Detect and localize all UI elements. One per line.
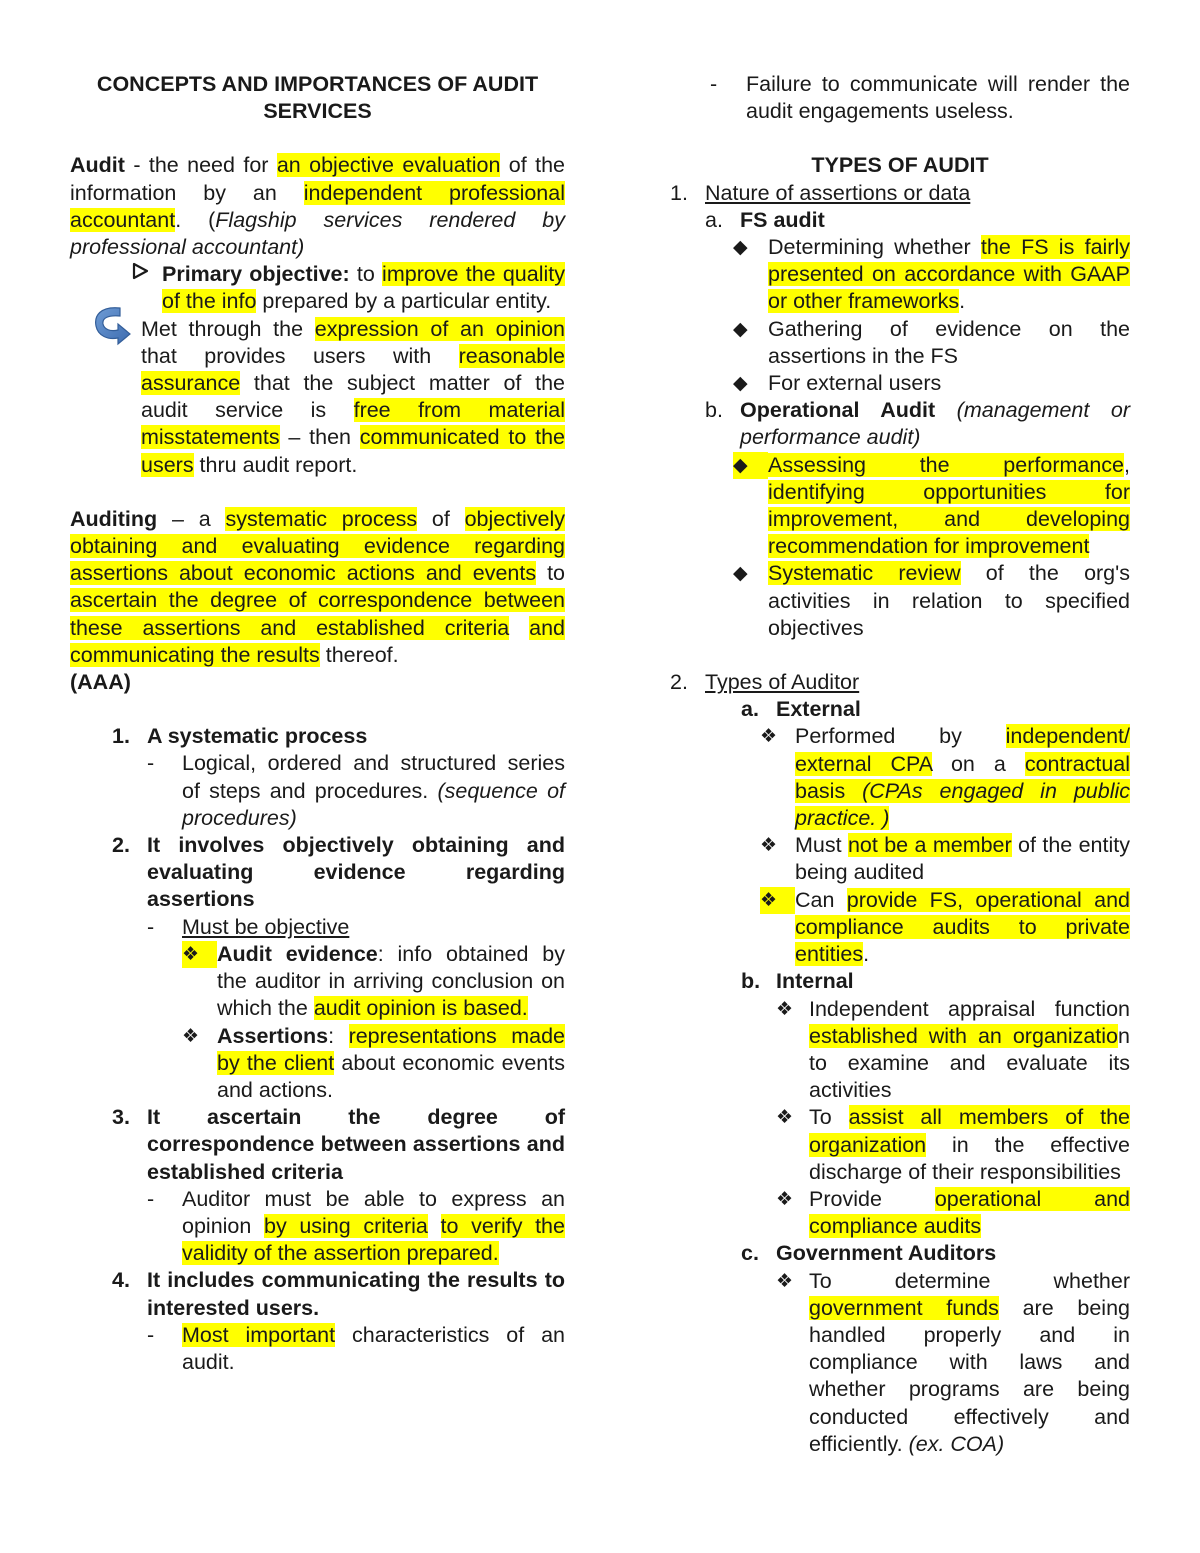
four-diamond-bullet-icon: ❖ [776, 1106, 794, 1129]
four-diamond-bullet-icon: ❖ [776, 997, 794, 1020]
list-item-3-detail: - Auditor must be able to express an opinion by using criteria to verify the validity of the assertion prepared. [147, 1186, 565, 1266]
four-diamond-bullet-icon: ❖ [760, 725, 778, 748]
list-item-1-detail: - Logical, ordered and structured series of steps and procedures. (sequence of procedures) [147, 751, 566, 830]
right-column [670, 71, 1130, 1458]
list-item-3-title: 3. It ascertain the degree of correspondence between assertions and established criteria [112, 1105, 565, 1184]
four-diamond-bullet-icon: ❖ [182, 1024, 200, 1047]
external-bullet-1: ❖ Performed by independent/ external CPA on a contractual basis (CPAs engaged in public practice. ) [760, 724, 1131, 831]
failure-note: - Failure to communicate will render the audit engagements useless. [710, 72, 1130, 124]
primary-objective: Primary objective: to improve the quality of the info prepared by a particular entity. [70, 261, 565, 315]
internal-bullet-3: ❖ Provide operational and compliance audits [776, 1186, 1131, 1239]
audit-definition: Audit - the need for an objective evaluation of the information by an independent professional accountant. (Flagship services rendered by professional accountant) [70, 153, 565, 260]
external-heading: a. External [741, 697, 861, 722]
assertions-bullet: ❖ Assertions: representations made by the client about economic events and actions. [182, 1023, 565, 1102]
section-2-heading: 2. Types of Auditor [670, 670, 860, 695]
diamond-bullet-icon: ◆ [733, 562, 748, 585]
list-item-4-title: 4. It includes communicating the results to interested users. [112, 1268, 565, 1320]
internal-bullet-1: ❖ Independent appraisal function established with an organization to examine and evaluate its activities [776, 996, 1130, 1103]
types-of-audit-heading: TYPES OF AUDIT [811, 153, 989, 178]
audit-evidence-bullet: ❖ Audit evidence: info obtained by the auditor in arriving conclusion on which the audit opinion is based. [182, 941, 565, 1021]
four-diamond-bullet-icon: ❖ [760, 887, 795, 914]
internal-heading: b. Internal [741, 969, 854, 994]
fs-audit-bullet-2: ◆ Gathering of evidence on the assertions in the FS [733, 316, 1130, 368]
section-1-heading: 1. Nature of assertions or data [670, 180, 971, 205]
fs-audit-bullet-1: ◆ Determining whether the FS is fairly presented on accordance with GAAP or other frameworks. [733, 235, 1130, 314]
list-item-1-title: 1. A systematic process [112, 724, 368, 749]
arrowhead-bullet-icon [132, 261, 150, 288]
government-heading: c. Government Auditors [741, 1241, 997, 1266]
fs-audit-heading: a. FS audit [705, 207, 825, 232]
fs-audit-bullet-3: ◆ For external users [670, 370, 1130, 397]
document-title: CONCEPTS AND IMPORTANCES OF AUDIT SERVICES [96, 72, 539, 124]
external-bullet-3: ❖ Can provide FS, operational and compliance audits to private entities. [760, 887, 1130, 967]
government-bullet-1: ❖ To determine whether government funds are being handled properly and in compliance with laws and whether programs are being conducted effectively and efficiently. (ex. COA) [776, 1268, 1130, 1456]
met-through-paragraph: Met through the expression of an opinion that provides users with reasonable assurance that the subject matter of the audit service is free from material misstatements – then communicated to the users thru audit report. [70, 316, 565, 479]
operational-audit-bullet-2: ◆ Systematic review of the org's activities in relation to specified objectives [733, 561, 1130, 640]
external-bullet-2: ❖ Must not be a member of the entity being audited [760, 833, 1130, 885]
internal-bullet-2: ❖ To assist all members of the organization in the effective discharge of their responsibilities [776, 1105, 1130, 1184]
operational-audit-bullet-1: ◆ Assessing the performance, identifying opportunities for improvement, and developing recommendation for improvement [733, 452, 1130, 559]
list-item-2-title: 2. It involves objectively obtaining and evaluating evidence regarding assertions [112, 833, 565, 912]
left-column [70, 71, 565, 1376]
curved-arrow-icon [90, 302, 134, 355]
list-item-2-detail: - Must be objective [147, 914, 350, 939]
diamond-bullet-icon: ◆ [733, 452, 768, 479]
four-diamond-bullet-icon: ❖ [776, 1187, 794, 1210]
four-diamond-bullet-icon: ❖ [182, 941, 217, 968]
four-diamond-bullet-icon: ❖ [776, 1269, 794, 1292]
diamond-bullet-icon: ◆ [733, 317, 748, 340]
operational-audit-heading: b. Operational Audit (management or performance audit) [705, 398, 1130, 450]
list-item-4-detail: - Most important characteristics of an audit. [147, 1322, 566, 1374]
diamond-bullet-icon: ◆ [733, 372, 748, 395]
auditing-definition: Auditing – a systematic process of objectively obtaining and evaluating evidence regarding assertions about economic actions and events to ascertain the degree of correspondence between these assertions and established criteria and communicating the results thereof. (AAA) [70, 506, 565, 695]
four-diamond-bullet-icon: ❖ [760, 834, 778, 857]
diamond-bullet-icon: ◆ [733, 236, 748, 259]
